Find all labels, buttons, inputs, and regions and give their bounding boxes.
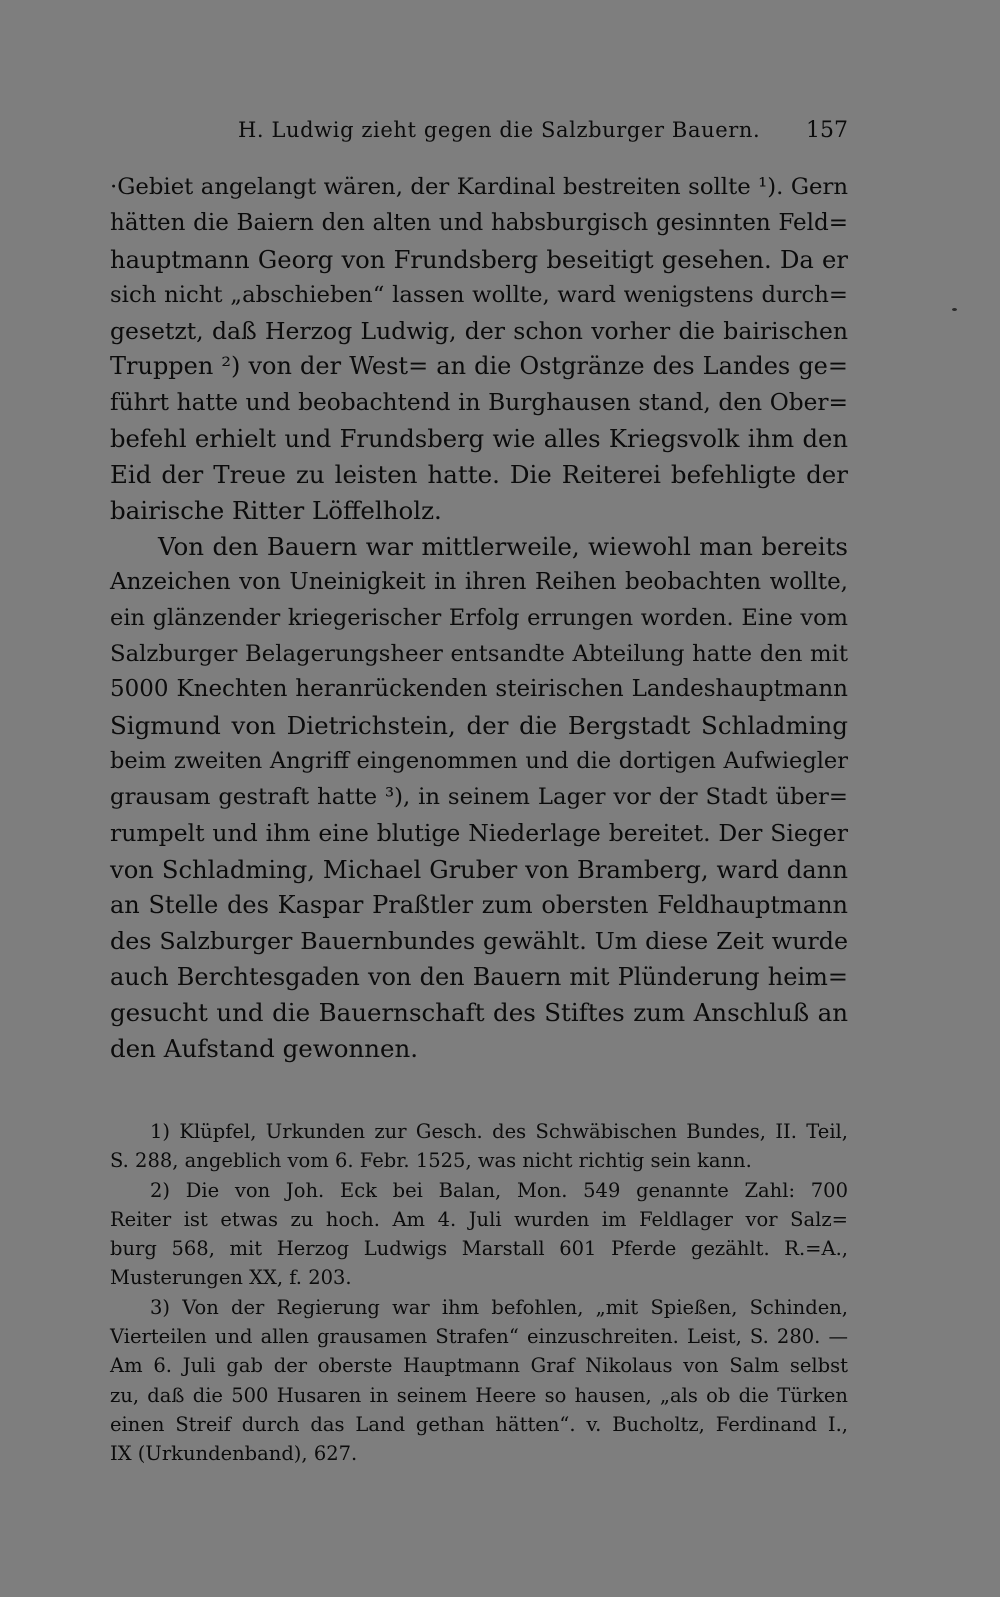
text-line: gesetzt, daß Herzog Ludwig, der schon vorher die bairischen <box>110 316 848 345</box>
text-line: sich nicht „abschieben“ lassen wollte, ward wenigstens durch= <box>110 281 848 308</box>
text-line: des Salzburger Bauernbundes gewählt. Um diese Zeit wurde <box>110 926 848 955</box>
footnote-line: zu, daß die 500 Husaren in seinem Heere so hausen, „als ob die Türken <box>110 1383 848 1407</box>
text-line: Eid der Treue zu leisten hatte. Die Reiterei befehligte der <box>110 460 848 490</box>
text-line: grausam gestraft hatte ³), in seinem Lager vor der Stadt über= <box>110 784 848 811</box>
footnote-line: IX (Urkundenband), 627. <box>110 1442 358 1466</box>
footnote-line: Reiter ist etwas zu hoch. Am 4. Juli wurden im Feldlager vor Salz= <box>110 1207 848 1231</box>
text-line: Truppen ²) von der West= an die Ostgränze des Landes ge= <box>110 352 848 381</box>
footnote-line: einen Streif durch das Land gethan hätten“. v. Bucholtz, Ferdinand I., <box>110 1412 848 1436</box>
text-line: Sigmund von Dietrichstein, der die Bergstadt Schladming <box>110 711 848 741</box>
page-header <box>238 118 848 154</box>
text-line: 5000 Knechten heranrückenden steirischen Landeshauptmann <box>110 676 848 703</box>
footnote-3-start: 3) Von der Regierung war ihm befohlen, „mit Spießen, Schinden, <box>150 1295 848 1319</box>
text-line: bairische Ritter Löffelholz. <box>110 496 442 526</box>
running-title: H. Ludwig zieht gegen die Salzburger Bauern. <box>238 118 761 142</box>
text-line: von Schladming, Michael Gruber von Bramberg, ward dann <box>110 854 848 884</box>
footnote-line: burg 568, mit Herzog Ludwigs Marstall 601 Pferde gezählt. R.=A., <box>110 1237 848 1261</box>
scan-speck <box>952 308 957 311</box>
paragraph-start: Von den Bauern war mittlerweile, wiewohl man bereits <box>158 531 848 561</box>
text-line: hätten die Baiern den alten und habsburgisch gesinnten Feld= <box>110 209 848 236</box>
text-line: an Stelle des Kaspar Praßtler zum obersten Feldhauptmann <box>110 890 848 919</box>
footnote-line: Vierteilen und allen grausamen Strafen“ einzuschreiten. Leist, S. 280. — <box>110 1325 848 1349</box>
footnotes <box>110 1117 848 1469</box>
text-line: Salzburger Belagerungsheer entsandte Abteilung hatte den mit <box>110 640 848 667</box>
text-line: auch Berchtesgaden von den Bauern mit Plünderung heim= <box>110 962 848 991</box>
footnote-1-start: 1) Klüpfel, Urkunden zur Gesch. des Schwäbischen Bundes, II. Teil, <box>150 1120 848 1143</box>
text-line: führt hatte und beobachtend in Burghausen stand, den Ober= <box>110 389 848 417</box>
footnote-line: Musterungen XX, f. 203. <box>110 1266 352 1290</box>
text-line: hauptmann Georg von Frundsberg beseitigt gesehen. Da er <box>110 244 848 274</box>
text-line: gesucht und die Bauernschaft des Stiftes zum Anschluß an <box>110 998 848 1028</box>
text-line: ein glänzender kriegerischer Erfolg errungen worden. Eine vom <box>110 604 848 631</box>
footnote-2-start: 2) Die von Joh. Eck bei Balan, Mon. 549 genannte Zahl: 700 <box>150 1178 848 1202</box>
text-line: ·Gebiet angelangt wären, der Kardinal bestreiten sollte ¹). Gern <box>110 174 848 200</box>
text-line: befehl erhielt und Frundsberg wie alles Kriegsvolk ihm den <box>110 424 848 454</box>
main-text <box>110 170 848 1067</box>
text-line: beim zweiten Angriff eingenommen und die dortigen Aufwiegler <box>110 748 848 775</box>
footnote-line: S. 288, angeblich vom 6. Febr. 1525, was nicht richtig sein kann. <box>110 1149 752 1173</box>
page-number: 157 <box>806 118 848 143</box>
text-line: rumpelt und ihm eine blutige Niederlage bereitet. Der Sieger <box>110 819 848 848</box>
text-line: den Aufstand gewonnen. <box>110 1034 419 1064</box>
footnote-line: Am 6. Juli gab der oberste Hauptmann Graf Nikolaus von Salm selbst <box>110 1354 848 1378</box>
text-line: Anzeichen von Uneinigkeit in ihren Reihen beobachten wollte, <box>110 568 848 595</box>
